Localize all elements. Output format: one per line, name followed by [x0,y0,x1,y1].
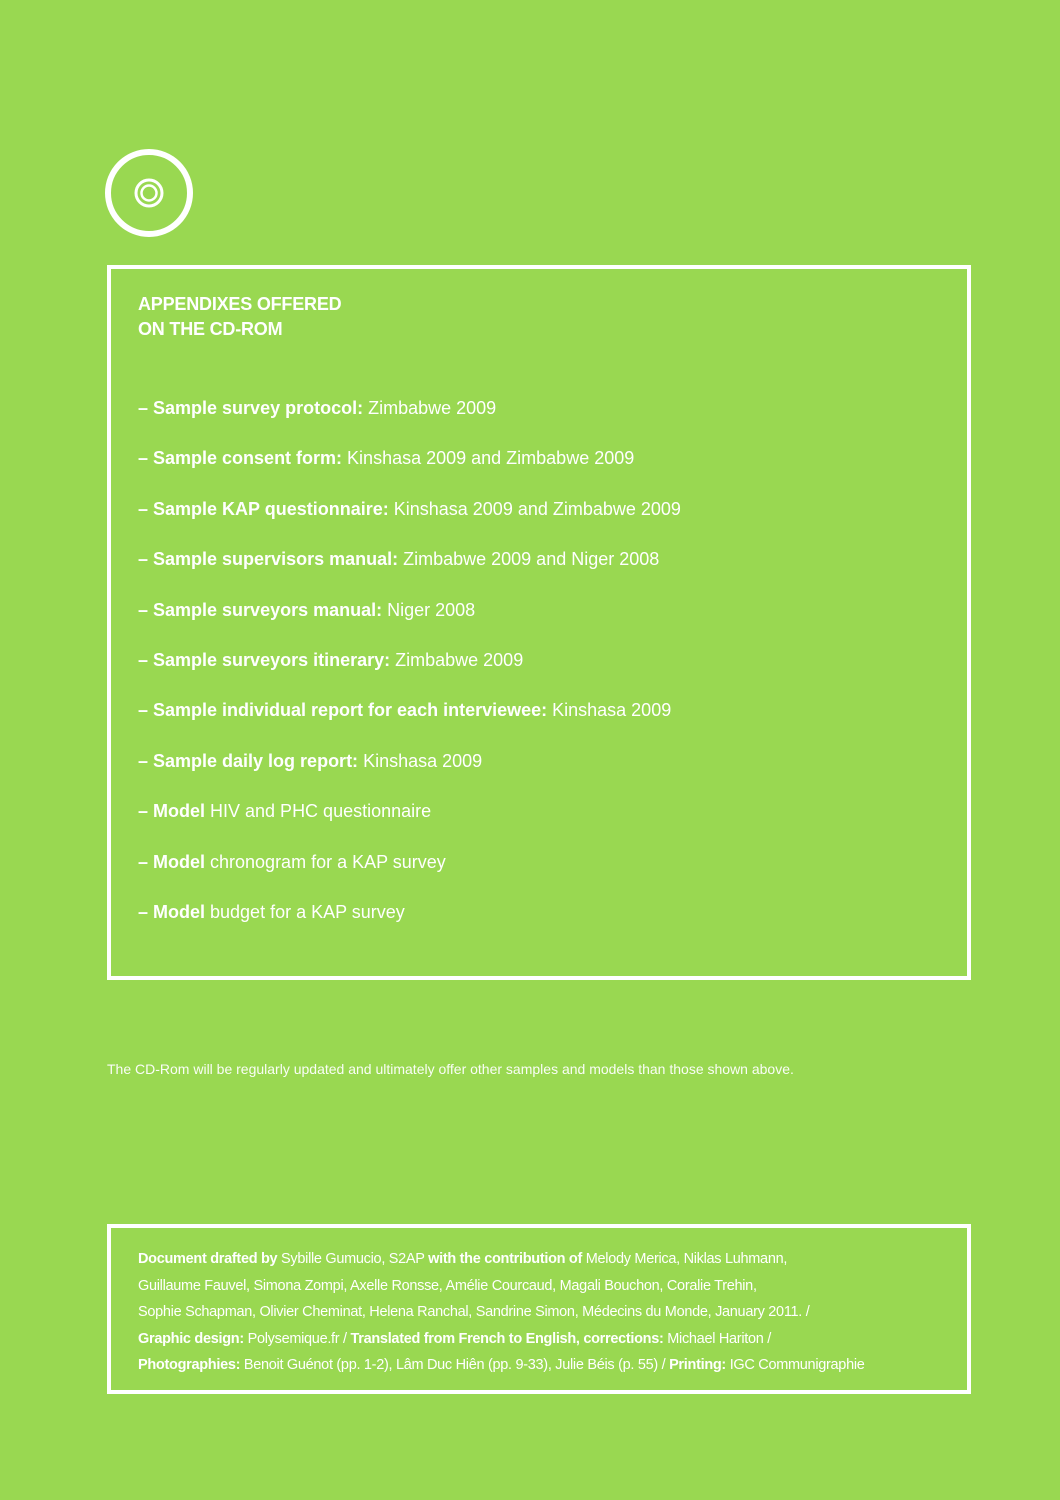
item-value: Niger 2008 [382,599,476,620]
list-item [138,698,681,748]
item-label: – Sample survey protocol: [138,398,364,418]
credits-line-4 [138,1326,865,1353]
item-value: Kinshasa 2009 [547,700,672,721]
list-item [138,598,681,648]
item-label: – Sample consent form: [138,448,343,469]
item-label: – Sample surveyors itinerary: [138,649,391,670]
item-value: Zimbabwe 2009 and Niger 2008 [398,549,660,570]
credits-line-3: Sophie Schapman, Olivier Cheminat, Helena Ranchal, Sandrine Simon, Médecins du Monde, January 2011. / [138,1304,810,1320]
appendixes-title-line1: APPENDIXES OFFERED [138,294,342,314]
item-label: – Sample supervisors manual: [138,549,399,570]
appendixes-title [138,292,341,342]
list-item [138,446,681,496]
credits-value: Sybille Gumucio, S2AP [277,1251,429,1267]
credits-box [107,1224,971,1394]
credits-label: Document drafted by [138,1251,278,1267]
list-item [138,749,681,799]
credits-value: Polysemique.fr / [243,1330,351,1347]
list-item [138,547,681,597]
list-item [138,648,681,698]
item-value: chronogram for a KAP survey [205,851,446,872]
item-label: – Sample surveyors manual: [138,599,383,620]
credits-line-5 [138,1352,865,1379]
appendixes-list [138,396,681,950]
credits-label: Photographies: [138,1357,241,1373]
item-value: Zimbabwe 2009 [390,649,524,670]
list-item [138,396,681,446]
list-item [138,900,681,950]
appendixes-box [107,265,971,980]
item-value: Zimbabwe 2009 [363,398,497,418]
credits-value: Benoit Guénot (pp. 1-2), Lâm Duc Hiên (pp. 9-33), Julie Béis (p. 55) / [240,1357,670,1373]
credits-label: Translated from French to English, corrections: [350,1330,664,1347]
credits-text [138,1246,865,1379]
item-value: Kinshasa 2009 and Zimbabwe 2009 [342,448,635,469]
item-label: – Sample individual report for each interviewee: [138,700,548,721]
item-value: budget for a KAP survey [205,901,405,922]
credits-label: Graphic design: [138,1330,244,1347]
item-value: HIV and PHC questionnaire [205,801,432,822]
credits-value: Michael Hariton / [663,1330,771,1347]
appendixes-title-line2: ON THE CD-ROM [138,319,283,339]
cd-icon [104,148,194,238]
item-label: – Sample daily log report: [138,750,359,771]
list-item [138,850,681,900]
item-label: – Model [138,901,206,922]
list-item [138,497,681,547]
item-value: Kinshasa 2009 and Zimbabwe 2009 [388,498,681,519]
credits-label: with the contribution of [428,1251,583,1267]
item-label: – Sample KAP questionnaire: [138,498,389,519]
credits-value: Melody Merica, Niklas Luhmann, [582,1251,788,1267]
credits-value: IGC Communigraphie [725,1357,865,1373]
item-label: – Model [138,851,206,872]
item-label: – Model [138,801,206,822]
item-value: Kinshasa 2009 [358,750,483,771]
credits-line-1 [138,1246,865,1273]
credits-line-2: Guillaume Fauvel, Simona Zompi, Axelle Ronsse, Amélie Courcaud, Magali Bouchon, Coralie Trehin, [138,1277,757,1294]
credits-label: Printing: [669,1357,726,1373]
list-item [138,799,681,849]
update-note: The CD-Rom will be regularly updated and ultimately offer other samples and models than those shown above. [107,1061,794,1077]
